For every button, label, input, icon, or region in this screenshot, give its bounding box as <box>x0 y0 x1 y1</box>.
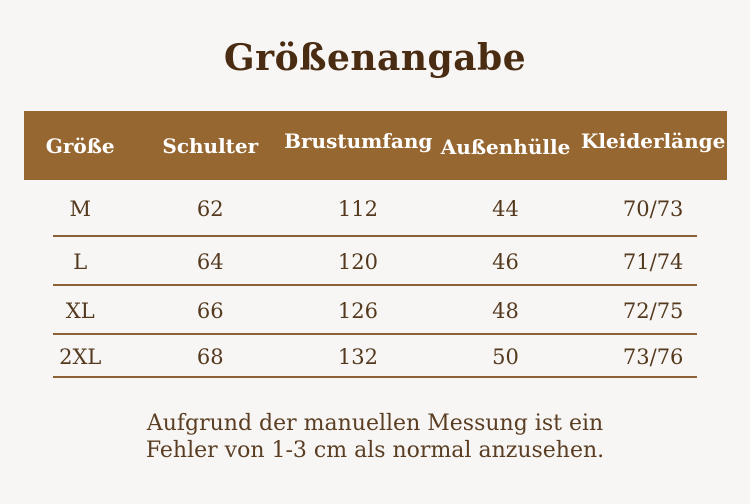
note-line-1: Aufgrund der manuellen Messung ist ein <box>146 411 604 436</box>
cell-kleiderlaenge: 70/73 <box>622 196 684 221</box>
note-line-2: Fehler von 1-3 cm als normal anzusehen. <box>145 438 605 463</box>
cell-kleiderlaenge: 72/75 <box>622 298 684 323</box>
column-header-kleiderlaenge: Kleiderlänge <box>580 128 726 153</box>
page-title: Größenangabe <box>223 37 527 79</box>
column-header-aussenhuelle: Außenhülle <box>440 134 571 159</box>
cell-schulter: 62 <box>196 196 224 221</box>
cell-brustumfang: 112 <box>337 196 378 221</box>
cell-schulter: 64 <box>196 249 224 274</box>
cell-brustumfang: 120 <box>337 249 378 274</box>
measurement-note <box>0 410 750 464</box>
table-row-m <box>24 180 727 237</box>
column-header-brustumfang: Brustumfang <box>284 128 433 153</box>
cell-brustumfang: 132 <box>337 344 378 369</box>
column-header-schulter: Schulter <box>162 133 259 158</box>
cell-size: XL <box>65 298 95 323</box>
cell-brustumfang: 126 <box>337 298 378 323</box>
column-header-groesse: Größe <box>45 133 115 158</box>
table-header-row <box>24 111 727 180</box>
table-row-l <box>24 237 727 286</box>
cell-schulter: 66 <box>196 298 224 323</box>
cell-size: M <box>69 196 91 221</box>
cell-aussenhuelle: 48 <box>492 298 519 323</box>
cell-kleiderlaenge: 73/76 <box>622 344 684 369</box>
cell-aussenhuelle: 50 <box>492 344 519 369</box>
cell-size: L <box>73 249 88 274</box>
table-row-xl <box>24 286 727 335</box>
cell-aussenhuelle: 46 <box>492 249 519 274</box>
cell-size: 2XL <box>59 344 102 369</box>
cell-aussenhuelle: 44 <box>492 196 519 221</box>
cell-schulter: 68 <box>196 344 224 369</box>
size-table <box>24 111 727 378</box>
table-row-2xl <box>24 335 727 378</box>
cell-kleiderlaenge: 71/74 <box>622 249 684 274</box>
